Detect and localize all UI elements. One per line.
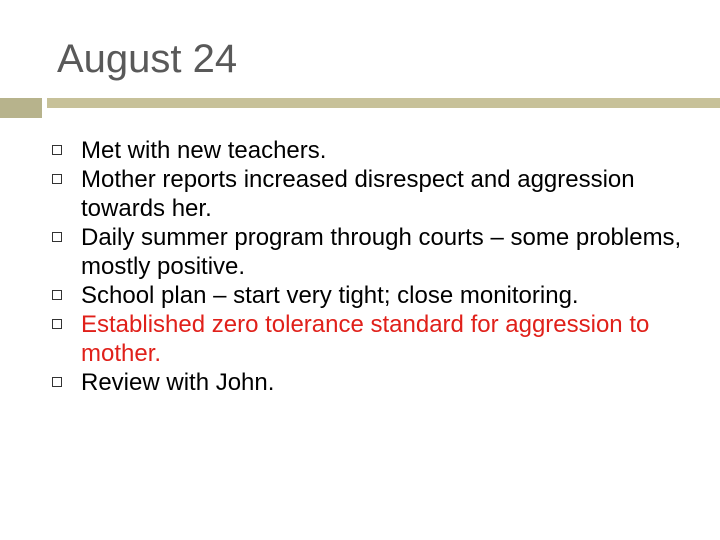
hollow-square-icon bbox=[52, 319, 62, 329]
bullet-text: Daily summer program through courts – some problems, mostly positive. bbox=[81, 224, 682, 280]
bullet-text: Met with new teachers. bbox=[81, 137, 327, 164]
bullet-item bbox=[52, 223, 712, 281]
hollow-square-icon bbox=[52, 232, 62, 242]
hollow-square-icon bbox=[52, 145, 62, 155]
bullet-item bbox=[52, 165, 712, 223]
slide-title: August 24 bbox=[57, 37, 238, 81]
hollow-square-icon bbox=[52, 290, 62, 300]
bullet-text: School plan – start very tight; close monitoring. bbox=[81, 282, 579, 309]
bullet-text: Established zero tolerance standard for aggression to mother. bbox=[81, 311, 650, 367]
bullet-item-highlighted bbox=[52, 310, 712, 368]
bullet-text: Review with John. bbox=[81, 369, 275, 396]
bullet-list bbox=[52, 136, 712, 397]
bullet-item bbox=[52, 281, 712, 310]
bullet-item bbox=[52, 136, 712, 165]
hollow-square-icon bbox=[52, 174, 62, 184]
bullet-text: Mother reports increased disrespect and aggression towards her. bbox=[81, 166, 635, 222]
title-rule-accent bbox=[0, 98, 42, 118]
hollow-square-icon bbox=[52, 377, 62, 387]
bullet-item bbox=[52, 368, 712, 397]
title-rule bbox=[47, 98, 720, 108]
